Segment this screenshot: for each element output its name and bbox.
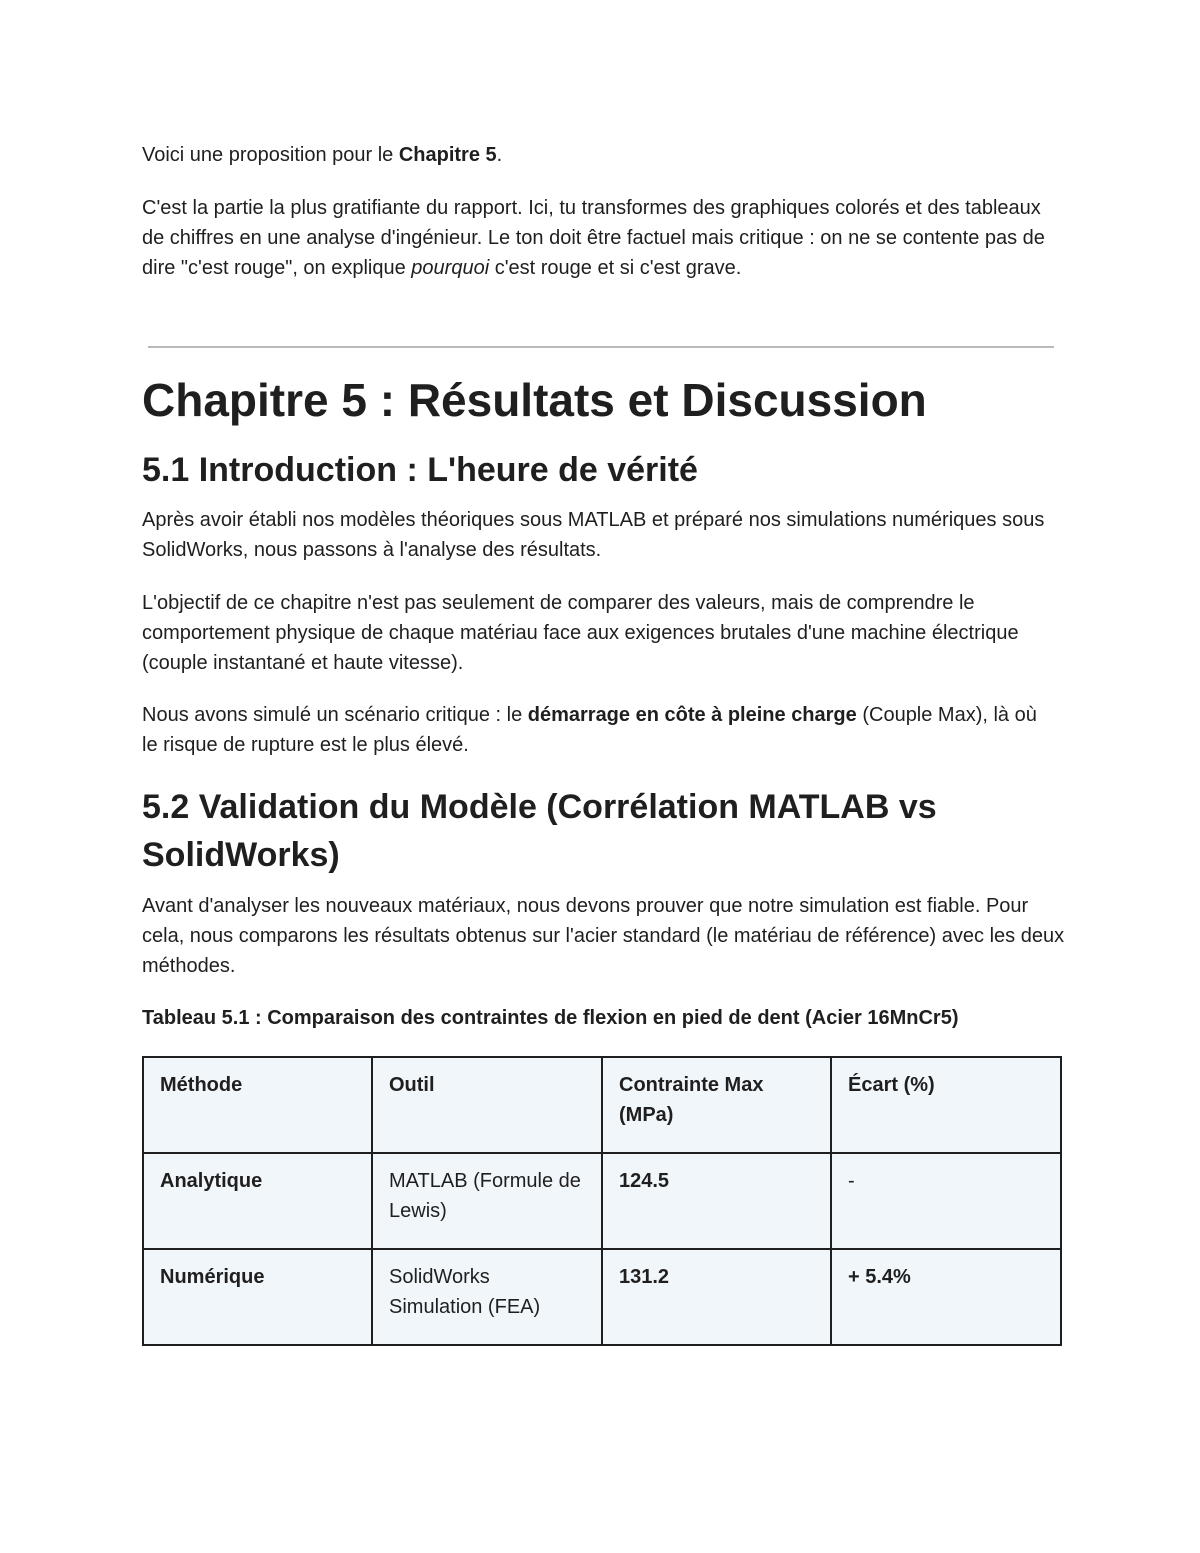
table-cell-stress: 124.5 — [602, 1153, 831, 1249]
table-cell-method: Numérique — [143, 1249, 372, 1345]
table-header-cell: Contrainte Max (MPa) — [602, 1057, 831, 1153]
table-caption: Tableau 5.1 : Comparaison des contraintes de flexion en pied de dent (Acier 16MnCr5) — [142, 1007, 959, 1029]
intro-para-italic: pourquoi — [411, 257, 490, 279]
chapter-title: Chapitre 5 : Résultats et Discussion — [142, 374, 927, 426]
horizontal-divider — [148, 346, 1054, 348]
intro-line-prefix: Voici une proposition pour le — [142, 144, 399, 166]
table-header-row — [143, 1057, 1061, 1153]
intro-line — [142, 140, 502, 170]
p3-suffix: (Couple Max), là où le risque de rupture est le plus élevé. — [142, 704, 1037, 756]
intro-line-bold: Chapitre 5 — [398, 144, 497, 166]
table-cell-stress: 131.2 — [602, 1249, 831, 1345]
validation-paragraph: Avant d'analyser les nouveaux matériaux, nous devons prouver que notre simulation est fiable. Pour cela, nous comparons les résultats obtenus sur l'acier standard (le matériau de référence) avec les deux méthodes. — [142, 895, 1065, 977]
intro-paragraph — [142, 193, 1062, 283]
intro-line-suffix: . — [496, 144, 503, 166]
table-header-cell: Méthode — [143, 1057, 372, 1153]
intro-section-paragraph-1: Après avoir établi nos modèles théoriques sous MATLAB et préparé nos simulations numériques sous SolidWorks, nous passons à l'analyse des résultats. — [142, 509, 1045, 561]
table-cell-deviation: - — [831, 1153, 1061, 1249]
table-cell-deviation: + 5.4% — [831, 1249, 1061, 1345]
table-header-cell: Outil — [372, 1057, 602, 1153]
p3-prefix: Nous avons simulé un scénario critique : le — [142, 704, 528, 726]
table-cell-method: Analytique — [143, 1153, 372, 1249]
table-cell-tool: MATLAB (Formule de Lewis) — [372, 1153, 602, 1249]
comparison-table — [142, 1056, 1062, 1346]
table-row — [143, 1249, 1061, 1345]
section-heading-validation: 5.2 Validation du Modèle (Corrélation MATLAB vs SolidWorks) — [142, 788, 937, 874]
intro-section-paragraph-3 — [142, 700, 1042, 760]
table-row — [143, 1153, 1061, 1249]
table-header-cell: Écart (%) — [831, 1057, 1061, 1153]
intro-section-paragraph-2: L'objectif de ce chapitre n'est pas seulement de comparer des valeurs, mais de comprendre le comportement physique de chaque matériau face aux exigences brutales d'une machine électrique (couple instantané et haute vitesse). — [142, 592, 1019, 674]
intro-para-part2: c'est rouge et si c'est grave. — [489, 257, 742, 279]
intro-para-part1: C'est la partie la plus gratifiante du rapport. Ici, tu transformes des graphiques colorés et des tableaux de chiffres en une analyse d'ingénieur. Le ton doit être factuel mais critique : on ne se contente pas de dire "c'est rouge", on explique — [142, 197, 1045, 279]
table-cell-tool: SolidWorks Simulation (FEA) — [372, 1249, 602, 1345]
section-heading-introduction: 5.1 Introduction : L'heure de vérité — [142, 451, 698, 489]
p3-bold: démarrage en côte à pleine charge — [527, 704, 857, 726]
